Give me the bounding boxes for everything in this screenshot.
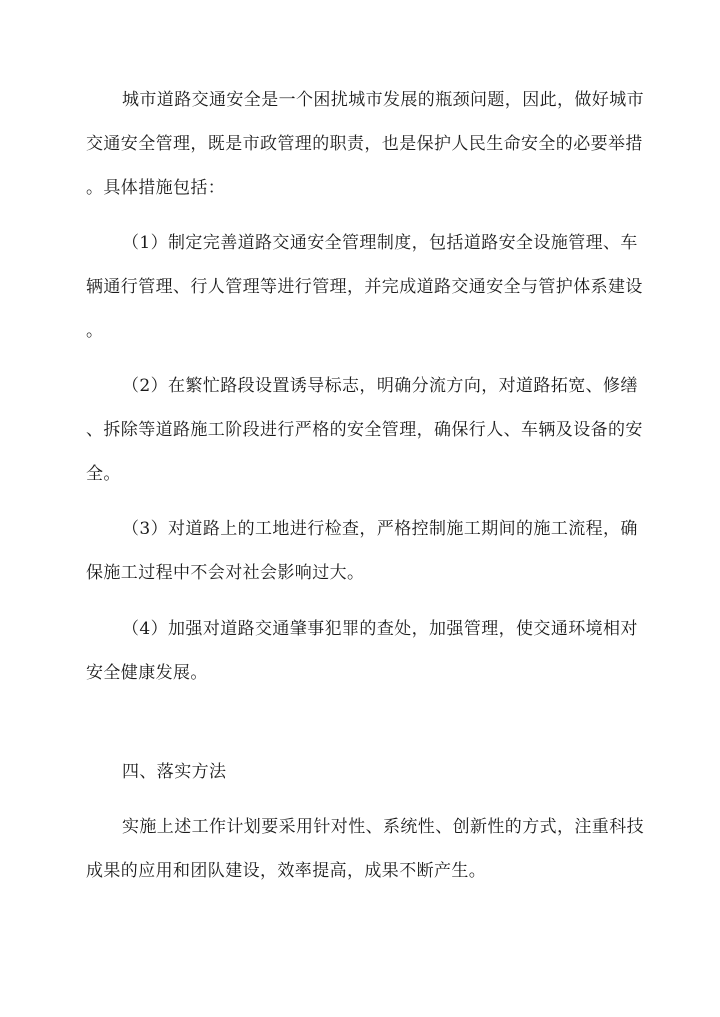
measure-3-line-1: （3）对道路上的工地进行检查，严格控制施工期间的施工流程，确	[122, 519, 638, 539]
intro-line-3: 。具体措施包括：	[86, 178, 226, 198]
measure-1-line-3: 。	[86, 321, 104, 341]
intro-line-2: 交通安全管理，既是市政管理的职责，也是保护人民生命安全的必要举措	[86, 134, 643, 154]
measure-2-line-3: 全。	[86, 464, 121, 484]
measure-3-line-2: 保施工过程中不会对社会影响过大。	[86, 563, 365, 583]
measure-4-line-2: 安全健康发展。	[86, 663, 208, 683]
intro-line-1: 城市道路交通安全是一个困扰城市发展的瓶颈问题，因此，做好城市	[122, 90, 644, 110]
section-4-line-1: 实施上述工作计划要采用针对性、系统性、创新性的方式，注重科技	[122, 817, 644, 837]
section-4-line-2: 成果的应用和团队建设，效率提高，成果不断产生。	[86, 861, 487, 881]
measure-1-line-1: （1）制定完善道路交通安全管理制度，包括道路安全设施管理、车	[122, 233, 638, 253]
measure-2-line-1: （2）在繁忙路段设置诱导标志，明确分流方向，对道路拓宽、修缮	[122, 376, 638, 396]
section-4-heading: 四、落实方法	[122, 762, 227, 782]
measure-4-line-1: （4）加强对道路交通肇事犯罪的查处，加强管理，使交通环境相对	[122, 619, 638, 639]
measure-2-line-2: 、拆除等道路施工阶段进行严格的安全管理，确保行人、车辆及设备的安	[86, 420, 643, 440]
measure-1-line-2: 辆通行管理、行人管理等进行管理，并完成道路交通安全与管护体系建设	[86, 277, 643, 297]
